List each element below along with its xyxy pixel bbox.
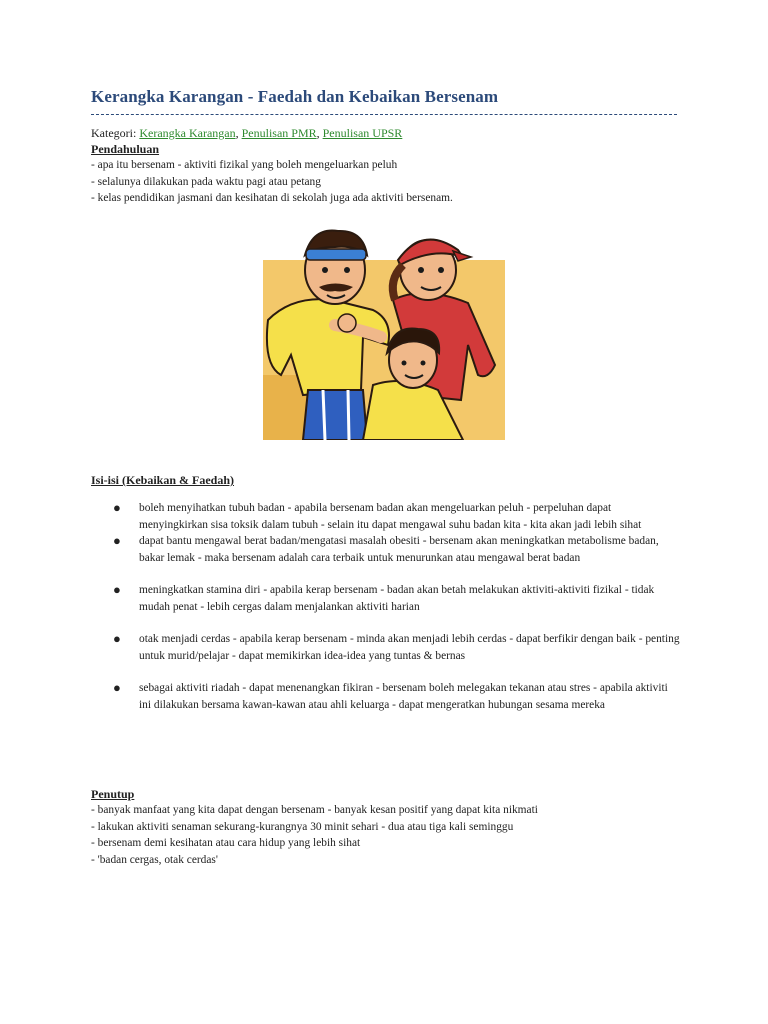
- bullet-icon: ●: [113, 533, 121, 548]
- bullet-icon: ●: [113, 680, 121, 695]
- closing-section: [91, 786, 681, 868]
- list-item-text: dapat bantu mengawal berat badan/mengatasi masalah obesiti - bersenam akan meningkatkan metabolisme badan, bakar lemak - maka bersenam adalah cara terbaik untuk menurunkan atau mengawal berat badan: [139, 535, 659, 564]
- category-link-kerangka[interactable]: Kerangka Karangan: [139, 126, 236, 140]
- intro-heading: Pendahuluan: [91, 142, 160, 156]
- list-item: [91, 582, 681, 615]
- list-item-text: boleh menyihatkan tubuh badan - apabila bersenam badan akan mengeluarkan peluh - perpeluhan dapat menyingkirkan sisa toksik dalam tubuh - selain itu dapat mengawal suhu badan kita - kita akan jadi lebih sihat: [139, 502, 642, 531]
- exercise-illustration: [263, 225, 505, 440]
- category-line: Kategori: Kerangka Karangan, Penulisan PMR, Penulisan UPSR: [91, 126, 403, 140]
- intro-line: - selalunya dilakukan pada waktu pagi atau petang: [91, 175, 321, 188]
- list-item: [91, 680, 681, 713]
- body-heading: Isi-isi (Kebaikan & Faedah): [91, 473, 235, 487]
- closing-heading: Penutup: [91, 787, 135, 801]
- title-divider: [91, 114, 677, 115]
- closing-line: - lakukan aktiviti senaman sekurang-kurangnya 30 minit sehari - dua atau tiga kali seminggu: [91, 820, 514, 833]
- list-item-text: meningkatkan stamina diri - apabila kerap bersenam - badan akan betah melakukan aktiviti-aktiviti fizikal - tidak mudah penat - lebih cergas dalam menjalankan aktiviti harian: [139, 584, 655, 613]
- closing-line: - banyak manfaat yang kita dapat dengan bersenam - banyak kesan positif yang dapat kita nikmati: [91, 804, 538, 816]
- article-header: [91, 86, 679, 207]
- bullet-icon: ●: [113, 582, 121, 597]
- list-item: [91, 500, 681, 533]
- bullet-icon: ●: [113, 631, 121, 646]
- article-title: Kerangka Karangan - Faedah dan Kebaikan Bersenam: [91, 87, 499, 106]
- list-item: [91, 631, 681, 664]
- list-item-text: otak menjadi cerdas - apabila kerap bersenam - minda akan menjadi lebih cerdas - dapat berfikir dengan baik - penting untuk murid/pelajar - dapat memikirkan idea-idea yang tuntas & bernas: [139, 633, 680, 662]
- category-link-upsr[interactable]: Penulisan UPSR: [322, 126, 403, 140]
- list-item-text: sebagai aktiviti riadah - dapat menenangkan fikiran - bersenam boleh melegakan tekanan atau stres - apabila aktiviti ini dilakukan bersama kawan-kawan atau ahli keluarga - dapat mengeratkan hubungan sesama mereka: [139, 682, 668, 711]
- closing-line: - bersenam demi kesihatan atau cara hidup yang lebih sihat: [91, 837, 361, 849]
- intro-line: - kelas pendidikan jasmani dan kesihatan di sekolah juga ada aktiviti bersenam.: [91, 192, 453, 204]
- body-section: [91, 472, 681, 729]
- intro-line: - apa itu bersenam - aktiviti fizikal yang boleh mengeluarkan peluh: [91, 159, 398, 171]
- list-item: [91, 533, 681, 566]
- intro-section: [91, 141, 679, 207]
- bullet-icon: ●: [113, 500, 121, 515]
- category-label: Kategori:: [91, 126, 137, 140]
- closing-line: - 'badan cergas, otak cerdas': [91, 853, 218, 866]
- category-link-pmr[interactable]: Penulisan PMR: [241, 126, 317, 140]
- benefit-list: [91, 500, 681, 713]
